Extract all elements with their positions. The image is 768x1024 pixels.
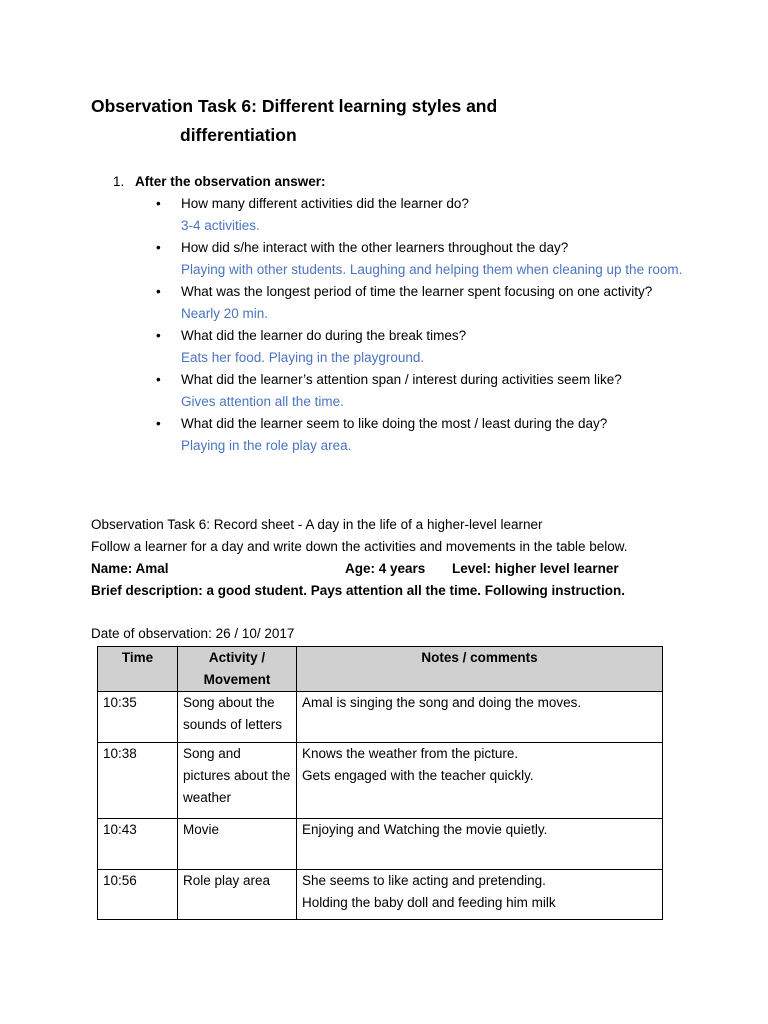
cell-activity: Movie — [178, 819, 297, 870]
answer-text: Eats her food. Playing in the playground. — [181, 350, 425, 365]
note-line: Amal is singing the song and doing the moves. — [302, 695, 582, 710]
record-table — [97, 646, 663, 920]
cell-time: 10:56 — [98, 870, 178, 920]
question-text: • How many different activities did the learner do? — [181, 196, 469, 211]
question-item — [156, 237, 696, 281]
cell-time: 10:35 — [98, 692, 178, 743]
table-header-row — [98, 647, 663, 692]
note-line: Enjoying and Watching the movie quietly. — [302, 822, 548, 837]
question-number: 1. — [113, 174, 125, 189]
note-line: Gets engaged with the teacher quickly. — [302, 768, 534, 783]
questions-heading-text: After the observation answer: — [135, 174, 326, 189]
questions-heading — [113, 172, 326, 192]
cell-time: 10:38 — [98, 743, 178, 819]
cell-notes — [297, 870, 663, 920]
question-item — [156, 369, 696, 413]
note-line: Holding the baby doll and feeding him milk — [302, 895, 556, 910]
learner-name: Name: Amal — [91, 561, 169, 576]
question-item — [156, 281, 696, 325]
page-title: Observation Task 6: Different learning styles and — [91, 96, 498, 116]
cell-activity: Song about the sounds of letters — [178, 692, 297, 743]
note-line: Knows the weather from the picture. — [302, 746, 519, 761]
question-item — [156, 325, 696, 369]
header-time: Time — [98, 647, 178, 692]
learner-age: Age: 4 years — [345, 561, 426, 576]
table-row — [98, 743, 663, 819]
question-text: • How did s/he interact with the other learners throughout the day? — [181, 240, 569, 255]
page-title-continued: differentiation — [180, 125, 297, 145]
answer-text: Playing in the role play area. — [181, 438, 352, 453]
cell-activity: Role play area — [178, 870, 297, 920]
answer-text: Nearly 20 min. — [181, 306, 269, 321]
question-text: • What was the longest period of time the learner spent focusing on one activity? — [181, 284, 653, 299]
table-row — [98, 870, 663, 920]
brief-description: Brief description: a good student. Pays attention all the time. Following instruction. — [91, 583, 626, 598]
cell-activity: Song and pictures about the weather — [178, 743, 297, 819]
question-text: • What did the learner seem to like doing the most / least during the day? — [181, 416, 608, 431]
question-text: • What did the learner do during the break times? — [181, 328, 467, 343]
question-item — [156, 193, 696, 237]
cell-time: 10:43 — [98, 819, 178, 870]
cell-notes — [297, 692, 663, 743]
record-sheet-heading: Observation Task 6: Record sheet - A day in the life of a higher-level learner — [91, 517, 543, 532]
answer-text: Playing with other students. Laughing and helping them when cleaning up the room. — [181, 262, 683, 277]
table-row — [98, 692, 663, 743]
header-notes: Notes / comments — [297, 647, 663, 692]
table-row — [98, 819, 663, 870]
learner-level: Level: higher level learner — [452, 561, 619, 576]
answer-text: 3-4 activities. — [181, 218, 260, 233]
question-list — [156, 193, 696, 457]
question-text: • What did the learner’s attention span / interest during activities seem like? — [181, 372, 622, 387]
cell-notes — [297, 743, 663, 819]
answer-text: Gives attention all the time. — [181, 394, 344, 409]
note-line: She seems to like acting and pretending. — [302, 873, 546, 888]
record-instruction: Follow a learner for a day and write down the activities and movements in the table below. — [91, 539, 628, 554]
cell-notes — [297, 819, 663, 870]
question-item — [156, 413, 696, 457]
observation-date: Date of observation: 26 / 10/ 2017 — [91, 626, 295, 641]
header-activity: Activity / Movement — [178, 647, 297, 692]
